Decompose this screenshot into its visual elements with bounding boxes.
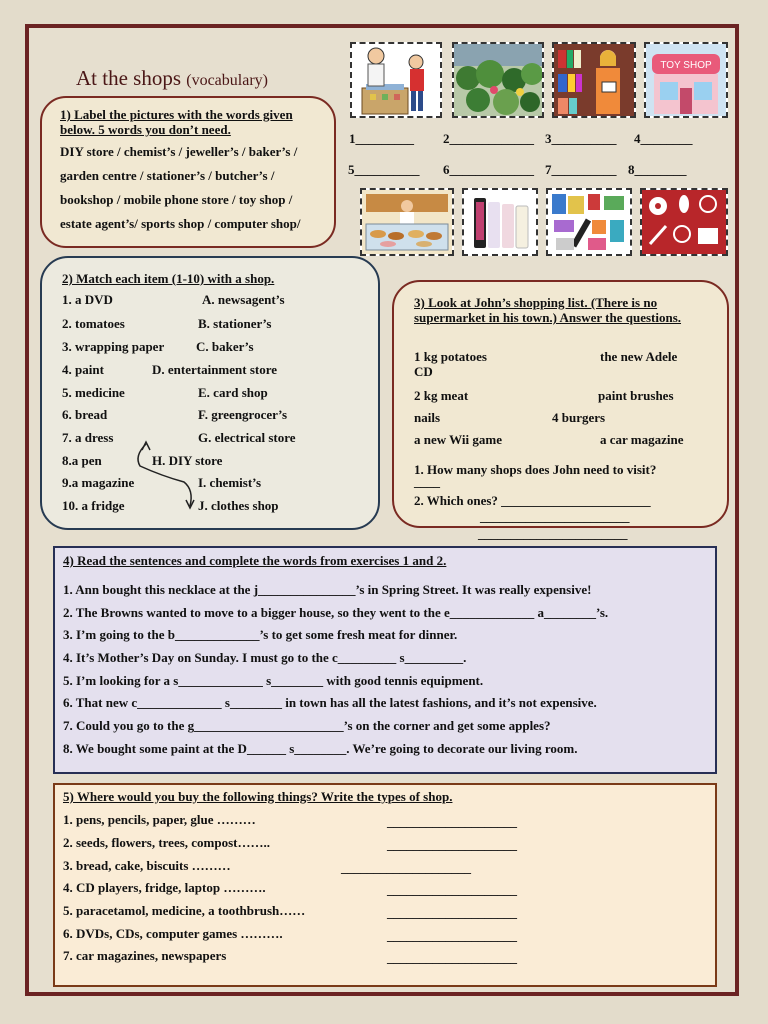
match-item: 6. bread (62, 407, 108, 422)
match-shop: E. card shop (198, 385, 268, 400)
shopping-list-item: 2 kg meat (414, 388, 469, 403)
match-shop: F. greengrocer’s (198, 407, 288, 422)
sentence: 4. It’s Mother’s Day on Sunday. I must go to the c_________ s_________. (63, 650, 467, 665)
picture-label-blank[interactable]: 1_________ (349, 131, 414, 146)
question-1: 1. How many shops does John need to visit? (414, 462, 657, 477)
answer-blank[interactable]: ____________________ (387, 905, 517, 920)
match-shop: H. DIY store (152, 453, 223, 468)
exercise-4-question: 4) Read the sentences and complete the words from exercises 1 and 2. (63, 553, 447, 568)
word-list-line: DIY store / chemist’s / jeweller’s / baker’s / (60, 143, 298, 159)
shopping-list-item: nails (414, 410, 441, 425)
toy-shop-picture (644, 42, 728, 118)
match-item: 7. a dress (62, 430, 114, 445)
shop-item: 4. CD players, fridge, laptop ………. (63, 880, 266, 895)
exercise-3-question: 3) Look at John’s shopping list. (There is no supermarket in his town.) Answer the questions. (414, 295, 682, 325)
shop-item: 5. paracetamol, medicine, a toothbrush…… (63, 903, 306, 918)
shopping-list-item: a car magazine (600, 432, 684, 447)
match-item: 3. wrapping paper (62, 339, 165, 354)
match-item: 4. paint (62, 362, 104, 377)
stationer-picture (546, 188, 632, 256)
sports-shop-picture (640, 188, 728, 256)
shop-item: 6. DVDs, CDs, computer games ………. (63, 926, 283, 941)
match-item: 9.a magazine (62, 475, 135, 490)
shopping-list-item: 1 kg potatoes (414, 349, 487, 364)
answer-blank[interactable]: ____ (414, 474, 440, 489)
match-shop: A. newsagent’s (202, 292, 285, 307)
answer-blank[interactable]: ____________________ (387, 928, 517, 943)
match-shop: C. baker’s (196, 339, 254, 354)
match-item: 1. a DVD (62, 292, 113, 307)
page-title: At the shops (vocabulary) (76, 66, 268, 90)
match-shop: I. chemist’s (198, 475, 262, 490)
answer-blank[interactable]: _______________________ (478, 526, 628, 541)
picture-label-blank[interactable]: 6_____________ (443, 162, 534, 177)
answer-blank[interactable]: ____________________ (387, 950, 517, 965)
exercise-5-box (53, 783, 717, 987)
exercise-4-box (53, 546, 717, 774)
shop-item: 1. pens, pencils, paper, glue ……… (63, 812, 256, 827)
shopping-list-item: paint brushes (598, 388, 674, 403)
word-list-line: estate agent’s/ sports shop / computer shop/ (60, 215, 301, 231)
garden-centre-picture (452, 42, 544, 118)
example-match-arrow (122, 436, 202, 516)
match-shop: D. entertainment store (152, 362, 278, 377)
answer-blank[interactable]: _______________________ (480, 509, 630, 524)
sentence: 1. Ann bought this necklace at the j_______________’s in Spring Street. It was really expensive! (63, 582, 592, 597)
picture-label-blank[interactable]: 7__________ (545, 162, 617, 177)
sentence: 2. The Browns wanted to move to a bigger house, so they went to the e_____________ a________’s. (63, 605, 609, 620)
match-item: 10. a fridge (62, 498, 125, 513)
baker-picture (360, 188, 454, 256)
shop-item: 3. bread, cake, biscuits ……… (63, 858, 231, 873)
shopping-list-item: a new Wii game (414, 432, 502, 447)
exercise-5-question: 5) Where would you buy the following things? Write the types of shop. (63, 789, 453, 804)
chemist-picture (350, 42, 442, 118)
answer-blank[interactable]: ____________________ (387, 882, 517, 897)
match-item: 5. medicine (62, 385, 125, 400)
match-item: 2. tomatoes (62, 316, 125, 331)
question-2: 2. Which ones? _______________________ (414, 493, 651, 508)
exercise-2-box (40, 256, 380, 530)
shopping-list-item: the new Adele (600, 349, 678, 364)
exercise-1-question: 1) Label the pictures with the words given below. 5 words you don’t need. (60, 107, 293, 137)
exercise-1-box (40, 96, 336, 248)
shop-item: 7. car magazines, newspapers (63, 948, 227, 963)
sentence: 8. We bought some paint at the D______ s________. We’re going to decorate our living room. (63, 741, 578, 756)
shopping-list-item: 4 burgers (552, 410, 606, 425)
answer-blank[interactable]: ____________________ (387, 837, 517, 852)
sentence: 7. Could you go to the g_______________________’s on the corner and get some apples? (63, 718, 551, 733)
sentence: 3. I’m going to the b_____________’s to get some fresh meat for dinner. (63, 627, 458, 642)
picture-label-blank[interactable]: 2_____________ (443, 131, 534, 146)
match-shop: B. stationer’s (198, 316, 272, 331)
match-item: 8.a pen (62, 453, 102, 468)
answer-blank[interactable]: ____________________ (341, 860, 471, 875)
match-shop: J. clothes shop (198, 498, 279, 513)
exercise-2-question: 2) Match each item (1-10) with a shop. (62, 271, 275, 286)
picture-label-blank[interactable]: 5__________ (348, 162, 420, 177)
exercise-3-box (392, 280, 729, 528)
shopping-list-item: CD (414, 364, 433, 379)
match-shop: G. electrical store (198, 430, 296, 445)
word-list-line: bookshop / mobile phone store / toy shop / (60, 191, 293, 207)
sentence: 5. I’m looking for a s_____________ s________ with good tennis equipment. (63, 673, 484, 688)
picture-label-blank[interactable]: 8________ (628, 162, 687, 177)
sentence: 6. That new c_____________ s________ in town has all the latest fashions, and it’s not expensive. (63, 695, 597, 710)
svg-text:TOY SHOP: TOY SHOP (660, 60, 712, 71)
shop-item: 2. seeds, flowers, trees, compost…….. (63, 835, 270, 850)
word-list-line: garden centre / stationer’s / butcher’s / (60, 167, 275, 183)
mobile-phone-store-picture (462, 188, 538, 256)
answer-blank[interactable]: ____________________ (387, 814, 517, 829)
bookshop-picture (552, 42, 636, 118)
picture-label-blank[interactable]: 4________ (634, 131, 693, 146)
picture-label-blank[interactable]: 3__________ (545, 131, 617, 146)
